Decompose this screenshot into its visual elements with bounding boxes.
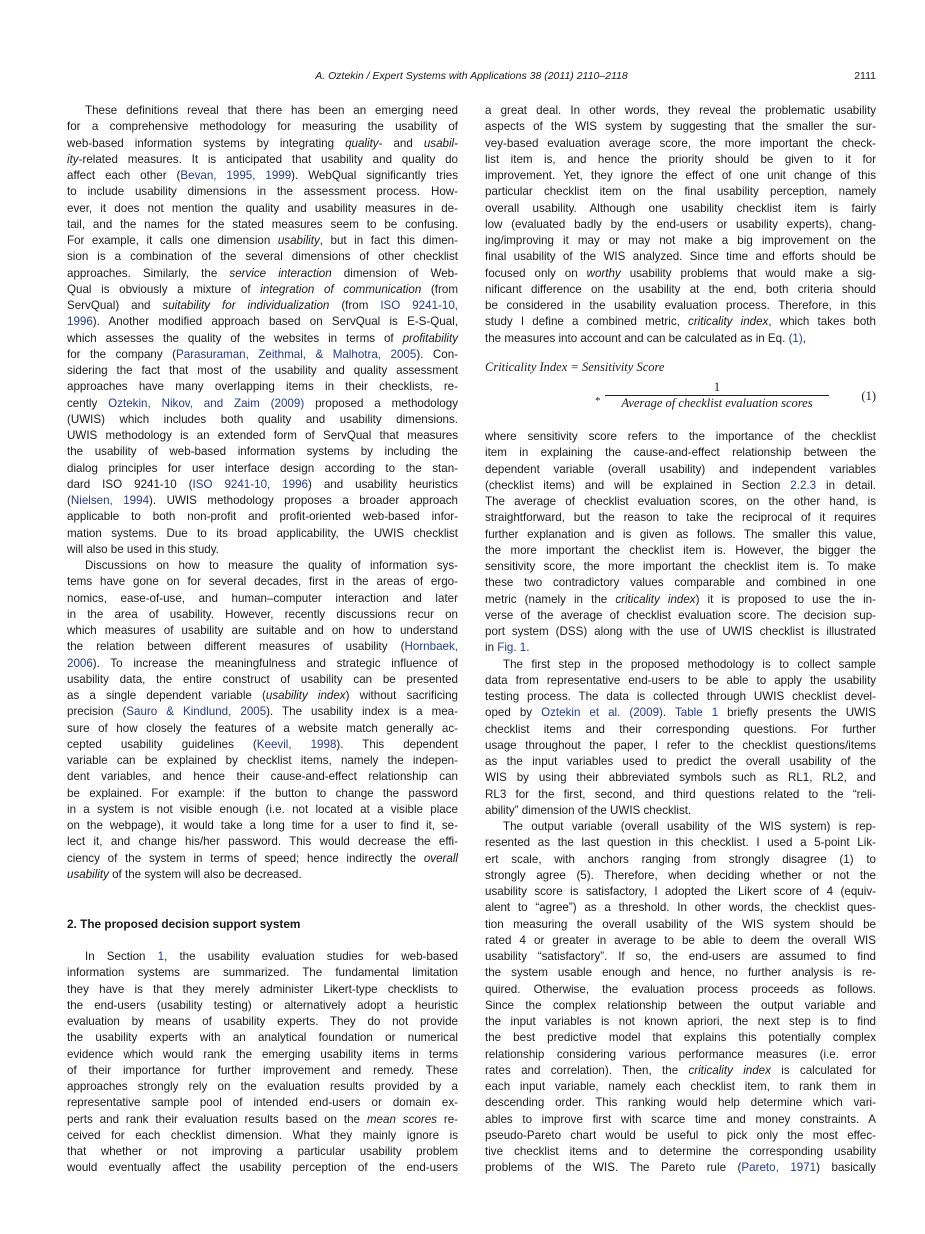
citation-link[interactable]: (1) [788,331,803,345]
text-line: The output variable (overall usability of the WIS system) is rep- [503,820,876,833]
text-line [485,592,876,608]
italic-text: profitability [402,331,458,345]
citation-link[interactable]: Nielsen, 1994 [70,494,150,507]
text-line: these two contradictory values comparable and combined in one [485,576,876,590]
text-line: low (evaluated badly by the end-users or usability experts), chang- [485,217,876,231]
text-line [67,656,458,672]
text-line [485,640,876,656]
text-line [67,331,458,347]
text-line: as the input variables used to predict the overall usability of the [485,755,876,768]
text: cepted usability guidelines ( [67,737,257,751]
text-line: (UWIS) which includes both quality and usability dimensions. [67,412,458,426]
text-line: in the area of usability. However, recently discussions recur on [67,607,458,621]
text-line [67,347,458,363]
left-column-bottom [67,949,458,1177]
text: , but in fact this dimen- [319,234,458,247]
citation-link[interactable]: Keevil, 1998 [256,737,337,751]
text-line: tion measuring the overall usability of the WIS system should be [485,917,876,931]
text-line: be explained. For example: if the button to change the password [67,786,458,800]
text-line: for a comprehensive methodology for measuring the usability of [67,120,458,134]
text-line [67,851,458,867]
equation-number: (1) [861,389,876,403]
text-line: a great deal. In other words, they reveal the problematic usability [485,104,876,117]
citation-link[interactable]: Bevan, 1995, 1999 [180,169,292,182]
text-line: port system (DSS) along with the use of UWIS checklist is illustrated [485,625,876,638]
text-line [67,233,458,249]
text-line: straightforward, but the reason to take the reciprocal of it requires [485,511,876,525]
page-number: 2111 [854,70,876,82]
text-line: resented as the last question in this checklist. I used a 5-point Lik- [485,836,876,850]
text-line: usage throughout the paper, I refer to the checklist questions/items [485,738,876,752]
text-line: nificant difference on the usability at the end, both criteria should [485,282,876,296]
text: for the company ( [67,347,177,361]
text-line: will also be used in this study. [67,542,219,556]
text: In Section [85,950,158,963]
text-line: pseudo-Pareto chart would be useful to pick only the most effec- [485,1128,876,1142]
text-line: lect it, and change his/her password. This would decrease the effi- [67,835,458,849]
citation-link[interactable]: 2006 [67,656,93,670]
text-line: Since the complex relationship between the output variable and [485,998,876,1012]
paragraph [485,103,876,347]
text-line [485,1063,876,1079]
citation-link[interactable]: ISO 9241-10, [380,299,458,312]
text: in [485,641,498,655]
text-line: WIS by using their abbreviated symbols such as RL1, RL2, and [485,771,876,785]
text: (checklist items) and will be explained in Section [485,478,791,492]
text: ) and usability heuristics [308,477,458,491]
text: ciency of the system in terms of speed; hence indirectly the [67,851,424,865]
text-line: strongly agree (5). Therefore, when deciding whether or not the [485,868,876,882]
text-line: ables to improve first with scarce time and money constraints. A [485,1112,876,1126]
text-line: data from representative end-users to be able to apply the usability [485,673,876,687]
text-line: the usability of web-based information systems by including the [67,445,458,459]
text-line: quired. Otherwise, the evaluation process proceeds as follows. [485,982,876,996]
text: focused only on [485,266,587,280]
text-line: sensitivity score, the more important the checklist item is. To make [485,560,876,573]
text-line [67,867,458,883]
text-line: UWIS methodology is an extended form of ServQual that measures [67,429,458,442]
text-line: that whether or not improving a particular usability problem [67,1145,458,1158]
citation-link[interactable]: Oztekin et al. (2009) [541,706,663,720]
equation-fraction [605,380,829,411]
text-line: sure of how closely the features of a website match generally ac- [67,721,458,735]
text-line: usability “satisfactory”. If so, the end-users are assumed to find [485,950,876,963]
text-line: which measures of usability are suitable and on how to understand [67,624,458,637]
text-line [485,478,876,494]
text-line: RL3 for the first, second, and third questions related to the “reli- [485,787,876,801]
text-line: tive checklist items and to determine the corresponding usability [485,1145,876,1158]
citation-link[interactable]: ISO 9241-10, 1996 [192,477,308,491]
text-line: the system usable enough and hence, no further analysis is re- [485,966,876,980]
text: , [802,331,806,345]
text-line: aspects of the WIS system by suggesting that the smaller the sur- [485,120,876,134]
text-line [67,737,458,753]
text-line [67,168,458,184]
text-line: dialog principles for user interface design according to the stan- [67,461,458,475]
paragraph [485,657,876,820]
text-line: Discussions on how to measure the quality of information sys- [85,559,458,572]
text: dimension of Web- [331,266,458,280]
paragraph [67,949,458,1177]
text: metric (namely in the [485,592,616,606]
text-line: rated 4 or greater in average to be able to deem the overall WIS [485,933,876,947]
italic-text: suitability for individualization [162,299,330,312]
text-line [485,1160,876,1176]
italic-text: usability [277,234,320,247]
text-line: variable can be explained by checklist items, namely the indepen- [67,754,458,767]
text-line [67,493,458,509]
text: affect each other ( [67,169,181,182]
text-line [485,314,876,330]
text-line [67,949,458,965]
text: briefly presents the UWIS [718,706,877,720]
text-line [67,639,458,655]
text-line: be considered in the usability evaluation process. Therefore, in this [485,299,876,312]
text-line: evaluation by means of usability experts. They do not provide [67,1015,458,1028]
text-line [485,266,876,282]
text-line [485,705,876,721]
text-line: the usability experts with an analytical foundation or numerical [67,1031,458,1045]
text-line [67,704,458,720]
text-line: on the webpage), it would take a long time for a user to find it, se- [67,819,458,832]
text: is calculated for [770,1063,876,1077]
text-line [67,1112,458,1128]
running-header [67,70,876,86]
text: in detail. [816,478,876,492]
text-line: the best predictive model that explains this potentially complex [485,1031,876,1045]
running-title: A. Oztekin / Expert Systems with Applications 38 (2011) 2110–2118 [315,70,628,82]
text: ). WebQual significantly tries [291,169,459,182]
text-line [67,298,458,314]
italic-text: criticality index [615,592,696,606]
text: web-based information systems by integrating [67,136,346,150]
text: ). UWIS methodology proposes a broader approach [149,494,459,507]
text: rates and correlation). Then, the [485,1063,689,1077]
text: proposed a methodology [304,396,458,410]
text-line: representative sample pool of intended end-users or domain ex- [67,1096,458,1110]
text-line: of their importance for further improvement and remedy. These [67,1063,458,1077]
text-line: The first step in the proposed methodology is to collect sample [503,657,876,671]
text: problems of the WIS. The Pareto rule ( [485,1161,742,1175]
text-line: each input variable, namely each checklist item, to rank them in [485,1080,876,1093]
italic-text: usability index [265,689,346,702]
paragraph [67,558,458,883]
text-line: These definitions reveal that there has been an emerging need [85,104,458,117]
text-line: The average of checklist evaluation scores, on the other hand, is [485,495,876,508]
text-line: verse of the average of checklist evaluation score. The decision sup- [485,608,876,622]
italic-text: mean scores [366,1112,437,1126]
text-line: sidering the fact that most of the usability and quality assessment [67,364,458,377]
section-heading: 2. The proposed decision support system [67,917,301,931]
text-line: the input variables is not known apriori, the next step is to find [485,1015,876,1028]
text: ) it is proposed to use the in- [695,592,876,606]
text: oped by [485,706,542,720]
text: study I define a combined metric, [485,315,689,329]
text: which assesses the quality of the websites in terms of [67,331,403,345]
text-line: ever, it does not mention the quality and usability measures in de- [67,201,458,215]
text: ( [67,494,71,507]
text-line: improvement. Yet, they ignore the effect of one unit change of this [485,169,876,182]
citation-link[interactable]: Table 1 [674,706,719,720]
text-line: evidence which would rank the emerging usability items in terms [67,1047,458,1061]
text: dard ISO 9241-10 ( [67,477,193,491]
text-line: information systems are summarized. The fundamental limitation [67,966,458,980]
text: of the system will also be decreased. [108,867,302,881]
text-line [67,136,458,152]
text-line: dent variables, and hence their cause-and-effect relationship can [67,770,458,784]
text-line: particular checklist item on the final usability perception, namely [485,185,876,199]
text-line [485,331,876,347]
text-line: would eventually affect the usability perception of the end-users [67,1161,458,1175]
citation-link[interactable]: 1996 [67,315,93,329]
text: ) basically [816,1161,876,1175]
text: , the usability evaluation studies for web-based [164,950,458,963]
text-line: the end-users (usability testing) or alternatively adopt a heuristic [67,998,458,1012]
text: usability problems that would make a sig- [620,266,876,280]
equation-1 [485,358,876,418]
text: precision ( [67,705,127,719]
equation-denominator: Average of checklist evaluation scores [621,396,813,410]
text-line: alent to “agree”) as a threshold. In other words, the checklist ques- [485,901,876,915]
text: approaches. Similarly, the [67,266,230,280]
text-line: where sensitivity score refers to the importance of the checklist [485,430,876,443]
text-line: the more important the checklist item is. However, the bigger the [485,543,876,557]
text: , which takes both [768,315,876,329]
text: ). To increase the meaningfulness and strategic influence of [92,656,458,670]
equation-numerator: 1 [713,380,721,394]
italic-text: criticality index [688,1063,771,1077]
italic-text: service interaction [229,266,332,280]
paragraph [485,429,876,657]
text-line [67,396,458,412]
italic-text: usabil- [423,136,458,150]
text-line: ert scale, with anchors ranging from strongly disagree (1) to [485,852,876,866]
italic-text: criticality index [688,315,769,329]
text: ServQual) and [67,299,163,312]
text: the measures into account and can be calculated as in Eq. [485,331,789,345]
text: ) without sacrificing [345,689,458,702]
text-line [67,314,458,330]
text-line: dependent variable (overall usability) and independent variables [485,462,876,476]
text: as a single dependent variable ( [67,689,266,702]
text-line: descending order. This ranking would help determine which vari- [485,1096,876,1110]
text: - and [378,136,424,150]
equation-operator: * [595,395,601,407]
text: re- [436,1112,459,1126]
text-line: further explanation and is given as follows. The smaller this value, [485,527,876,541]
citation-link[interactable]: 2.2.3 [790,478,817,492]
citation-link[interactable]: Fig. 1 [497,641,527,655]
text-line: vey-based evaluation average score, the more important the check- [485,136,876,150]
text-line: item in explaining the cause-and-effect relationship between the [485,446,876,460]
text-line: ing/improving it may or may not make a big improvement on the [485,234,876,247]
left-column-top [67,103,458,883]
text-line: approaches strongly rely on the evaluation results provided by a [67,1080,458,1093]
text-line: list item is, and hence the priority should be given to it for [485,152,876,166]
italic-text: overall [423,851,458,865]
text: ). The usability index is a mea- [266,705,458,719]
text-line: approaches have many overlapping items in their checklists, re- [67,380,458,394]
text: For example, it calls one dimension [67,234,278,247]
text: the relation between different measures of usability ( [67,640,405,654]
text-line: ceived for each checklist dimension. What they mainly ignore is [67,1128,458,1142]
text-line: sion is a combination of the several dimensions of other checklist [67,250,458,264]
text-line: final usability of the WIS analyzed. Since time and efforts should be [485,250,876,264]
text: Qual is obviously a mixture of [67,282,261,296]
text: (from [421,282,458,296]
paragraph [67,103,458,558]
text-line: tail, and the names for the stated measures seem to be confusing. [67,217,458,231]
text-line [67,152,458,168]
text: ). Con- [416,347,459,361]
citation-link[interactable]: 1 [157,950,165,963]
text-line: in a system is not visible enough (i.e. not located at a visible place [67,802,458,816]
text-line: tems have gone on for several decades, first in the areas of ergo- [67,575,458,589]
text: . [526,641,530,655]
italic-text: integration of communication [260,282,422,296]
italic-text: usability [67,867,109,881]
italic-text: quality [345,136,379,150]
text-line: usability data, the entire construct of usability can be presented [67,672,458,686]
text-line [67,282,458,298]
text-line: overall usability. Although one usability checklist item is fairly [485,201,876,215]
italic-text: worthy [586,266,621,280]
citation-link[interactable]: Sauro & Kindlund, 2005 [126,705,267,719]
text: -related measures. It is anticipated that usability and quality do [78,152,458,166]
citation-link[interactable]: Oztekin, Nikov, and Zaim (2009) [108,396,305,410]
text-line: checklist items and their corresponding questions. For further [485,722,876,736]
citation-link[interactable]: Parasuraman, Zeithmal, & Malhotra, 2005 [176,347,417,361]
text-line: testing process. The data is collected through UWIS checklist devel- [485,690,876,703]
text-line [67,266,458,282]
text-line: ability” dimension of the UWIS checklist. [485,803,692,817]
italic-text: ity [67,152,79,166]
text-line [67,688,458,704]
paragraph [485,819,876,1177]
text-line: nomics, ease-of-use, and human–computer interaction and later [67,591,458,605]
equation-lhs: Criticality Index = Sensitivity Score [485,360,665,374]
citation-link[interactable]: Hornbaek, [404,640,458,654]
text: ). Another modified approach based on ServQual is E-S-Qual, [92,315,458,329]
text-line: relationship considering various performance measures (i.e. error [485,1047,876,1061]
text-line: usability score is satisfactory, I adopted the Likert score of 4 (equiv- [485,885,876,898]
text-line: to include usability dimensions in the assessment process. How- [67,185,458,199]
text-line: applicable to both non-profit and profit-oriented web-based infor- [67,510,458,524]
text: perts and rank their evaluation results based on the [67,1112,367,1126]
citation-link[interactable]: Pareto, 1971 [741,1161,817,1175]
text: . [662,706,675,720]
text: (from [329,299,381,312]
text: cently [67,396,109,410]
text-line: mation systems. Due to its broad applicability, the UWIS checklist [67,526,458,540]
right-column-top [485,103,876,347]
text-line [67,477,458,493]
text: ). This dependent [336,737,459,751]
right-column-bottom [485,429,876,1177]
text-line: they have is that they merely administer Likert-type checklists to [67,982,458,996]
